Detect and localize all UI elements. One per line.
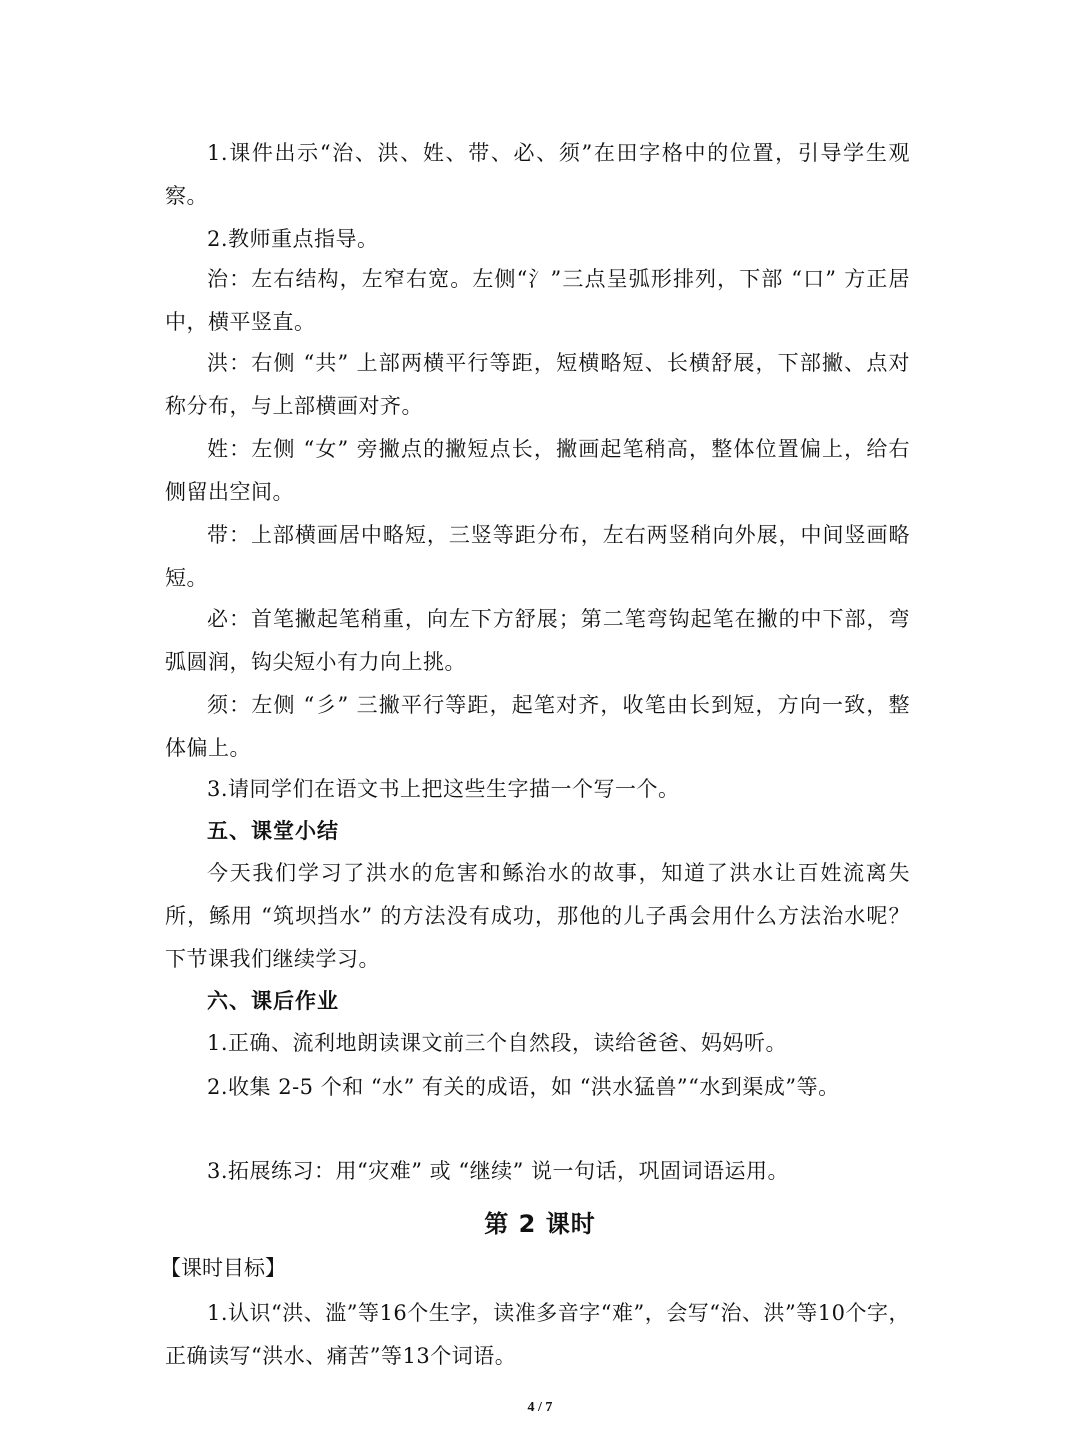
paragraph-dai: 带：上部横画居中略短，三竖等距分布，左右两竖稍向外展，中间竖画略短。 <box>165 523 910 590</box>
homework-item-3: 3.拓展练习：用“灾难” 或 “继续” 说一句话，巩固词语运用。 <box>207 1159 790 1183</box>
paragraph-bi: 必：首笔撇起笔稍重，向左下方舒展；第二笔弯钩起笔在撇的中下部，弯弧圆润，钩尖短小有力向上挑。 <box>165 607 910 674</box>
paragraph-step-1: 1.课件出示“治、洪、姓、带、必、须”在田字格中的位置，引导学生观察。 <box>165 141 910 208</box>
section-heading-homework: 六、课后作业 <box>207 989 339 1013</box>
homework-item-2: 2.收集 2-5 个和 “水” 有关的成语，如 “洪水猛兽”“水到渠成”等。 <box>207 1075 840 1099</box>
page-number: 4 / 7 <box>527 1400 553 1415</box>
paragraph-step-3: 3.请同学们在语文书上把这些生字描一个写一个。 <box>207 777 680 801</box>
paragraph-xu: 须：左侧 “彡” 三撇平行等距，起笔对齐，收笔由长到短，方向一致，整体偏上。 <box>165 693 910 760</box>
homework-item-1: 1.正确、流利地朗读课文前三个自然段，读给爸爸、妈妈听。 <box>207 1031 788 1055</box>
lesson-title: 第 2 课时 <box>484 1210 596 1238</box>
section-heading-summary: 五、课堂小结 <box>207 819 339 843</box>
paragraph-zhi: 治：左右结构，左窄右宽。左侧“氵”三点呈弧形排列，下部 “口” 方正居中，横平竖直。 <box>165 267 910 334</box>
paragraph-hong: 洪：右侧 “共” 上部两横平行等距，短横略短、长横舒展，下部撇、点对称分布，与上部横画对齐。 <box>165 351 910 418</box>
lesson-goal-heading: 【课时目标】 <box>160 1256 286 1280</box>
lesson-goal-item-1: 1.认识“洪、滥”等16个生字，读准多音字“难”，会写“治、洪”等10个字，正确读写“洪水、痛苦”等13个词语。 <box>165 1301 910 1368</box>
paragraph-step-2: 2.教师重点指导。 <box>207 227 379 251</box>
summary-paragraph: 今天我们学习了洪水的危害和鲧治水的故事，知道了洪水让百姓流离失所，鲧用 “筑坝挡水” 的方法没有成功，那他的儿子禹会用什么方法治水呢？下节课我们继续学习。 <box>165 861 910 971</box>
paragraph-xing: 姓：左侧 “女” 旁撇点的撇短点长，撇画起笔稍高，整体位置偏上，给右侧留出空间。 <box>165 437 910 504</box>
